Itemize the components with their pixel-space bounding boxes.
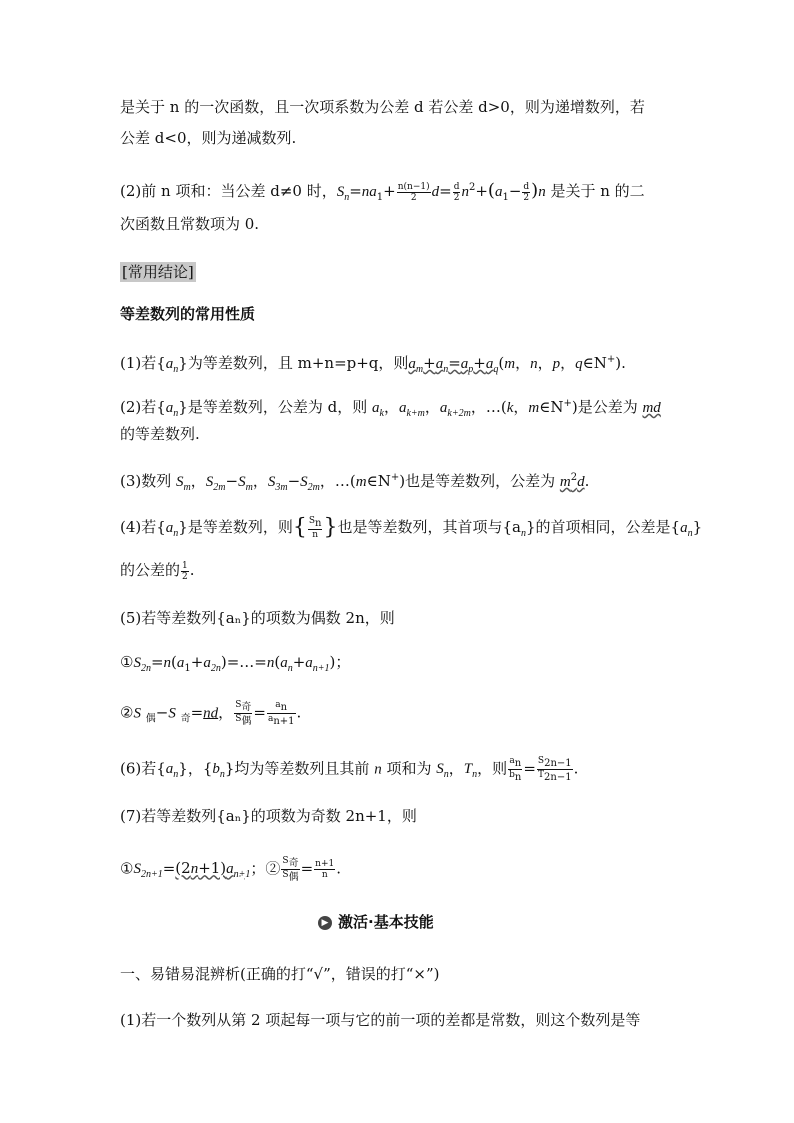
prop-5-b: ②S $_偶$−S $_奇$=nd， $\frac{S_奇}{S_偶}$ = $\frac{a_n}{a_{n+1}}$ . bbox=[120, 700, 302, 727]
prop-1-text: 为等差数列，且 m+n=p+q，则 bbox=[187, 354, 409, 372]
prop-5: (5)若等差数列{aₙ}的项数为偶数 2n，则 bbox=[120, 609, 395, 627]
play-icon: ▶ bbox=[318, 916, 332, 930]
prop-7: (7)若等差数列{aₙ}的项数为奇数 2n+1，则 bbox=[120, 807, 417, 825]
exercise-item-1: (1)若一个数列从第 2 项起每一项与它的前一项的差都是常数，则这个数列是等 bbox=[120, 1011, 641, 1029]
prop-4-text: 也是等差数列，其首项与{a bbox=[337, 517, 521, 536]
exercise-heading: 一、易错易混辨析(正确的打“√”，错误的打“×”) bbox=[120, 965, 440, 983]
tag-label: [常用结论] bbox=[122, 263, 194, 281]
common-conclusion-tag bbox=[120, 262, 196, 282]
prop-2-line-2: 的等差数列. bbox=[120, 425, 200, 443]
prop-4-line-2: 的公差的 $\frac{1}{2}$ . bbox=[120, 560, 195, 582]
prop-2: (2)若$\{a_n\}$是等差数列，公差为 d，则 $a_k$，$a_{k+m}$，$a_{k+2m}$，…(k，m∈N+)是公差为 md bbox=[120, 398, 661, 419]
prop-7-a: $①S_{2n+1}=(2n+1)a_{n+1}$；② $\frac{S_奇}{S_偶}$ = $\frac{n+1}{n}$ . bbox=[120, 856, 342, 883]
prop-1: (1)若$\{a_n\}$为等差数列，且 m+n=p+q，则$a_m+a_n=a_p+a_q(m$，n，p，q∈N+). bbox=[120, 354, 626, 375]
prop-2-text: 是等差数列，公差为 d，则 bbox=[187, 398, 368, 416]
sum-formula-line: (2)前 n 项和：当公差 d≠0 时，$S_n=na_1+$ $\frac{n(n-1)}{2}$ d= $\frac{d}{2}$ $n^2+(a_1-$ $\frac{d}{2}$ )n 是关于 n 的二 bbox=[120, 180, 645, 203]
prop-5-a: $①S_{2n}=n(a_1+a_{2n})=\dots=n(a_n+a_{n+1})$； bbox=[120, 653, 351, 674]
prop-4: (4)若$\{a_n\}$是等差数列，则{ $\frac{S_n}{n}$ }也是等差数列，其首项与$\{a_n\}$的首项相同，公差是$\{a_n\}$ bbox=[120, 514, 703, 540]
prop-3-text: 也是等差数列，公差为 bbox=[405, 472, 556, 490]
sum-prefix: (2)前 n 项和：当公差 d≠0 时， bbox=[120, 182, 337, 200]
sum-line-2: 次函数且常数项为 0. bbox=[120, 215, 260, 233]
section-title: 激活·基本技能 bbox=[338, 913, 434, 931]
sum-suffix: 是关于 n 的二 bbox=[550, 182, 645, 200]
intro-line-2: 公差 d<0，则为递减数列. bbox=[120, 129, 297, 147]
intro-line-1: 是关于 n 的一次函数，且一次项系数为公差 d 若公差 d>0，则为递增数列，若 bbox=[120, 98, 645, 116]
prop-6: (6)若$\{a_n\}$，$\{b_n\}$均为等差数列且其前 n 项和为 $S_n$，$T_n$，则 $\frac{a_n}{b_n}$ = $\frac{S_{2n-1}}{T_{2n-1}}$ . bbox=[120, 756, 579, 783]
prop-3: (3)数列 $S_m$，$S_{2m}-S_m$，$S_{3m}-S_{2m}$，…(m∈N+)也是等差数列，公差为 $m^2d$. bbox=[120, 472, 590, 493]
section-title-row bbox=[318, 912, 434, 932]
props-heading: 等差数列的常用性质 bbox=[120, 305, 256, 323]
prop-4-line-2-text: 的公差的 bbox=[120, 561, 181, 579]
